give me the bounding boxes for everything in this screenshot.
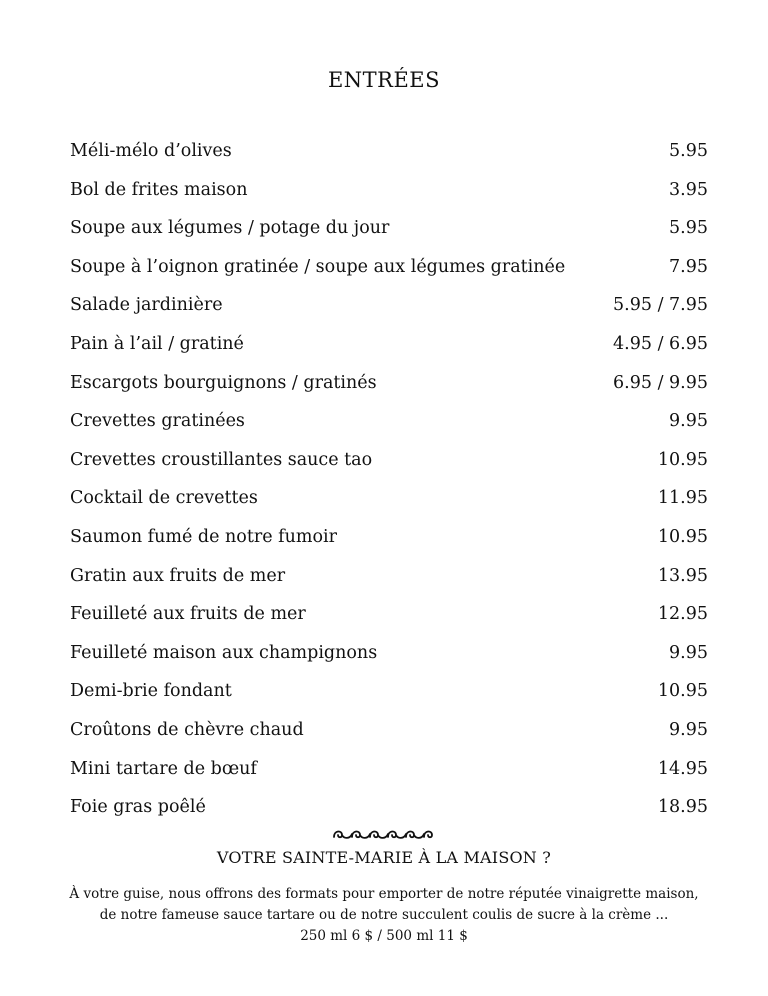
item-price: 6.95 / 9.95	[613, 372, 708, 393]
promo-text	[0, 884, 768, 947]
item-price: 10.95	[657, 449, 708, 470]
item-name: Feuilleté maison aux champignons	[70, 642, 378, 663]
promo-line: À votre guise, nous offrons des formats pour emporter de notre réputée vinaigrette maison,	[69, 886, 699, 902]
menu-item	[70, 402, 708, 441]
item-price: 3.95	[669, 179, 708, 200]
menu-item	[70, 750, 708, 789]
item-price: 7.95	[669, 256, 708, 277]
item-name: Bol de frites maison	[70, 179, 248, 200]
item-name: Mini tartare de bœuf	[70, 758, 257, 779]
menu-item	[70, 248, 708, 287]
item-price: 4.95 / 6.95	[613, 333, 708, 354]
menu-item	[70, 557, 708, 596]
item-name: Crevettes gratinées	[70, 411, 245, 432]
item-price: 9.95	[669, 642, 708, 663]
menu-item	[70, 132, 708, 171]
promo-prices: 250 ml 6 $ / 500 ml 11 $	[300, 928, 468, 944]
menu-item	[70, 479, 708, 518]
item-name: Gratin aux fruits de mer	[70, 565, 286, 586]
item-name: Salade jardinière	[70, 295, 223, 316]
item-price: 10.95	[657, 526, 708, 547]
page-title: ENTRÉES	[327, 68, 441, 92]
item-name: Feuilleté aux fruits de mer	[70, 604, 306, 625]
item-price: 5.95	[669, 141, 708, 161]
item-name: Demi-brie fondant	[70, 681, 232, 702]
item-price: 11.95	[657, 488, 708, 509]
item-price: 13.95	[657, 565, 708, 586]
item-name: Pain à l’ail / gratiné	[70, 333, 244, 354]
menu-item	[70, 788, 708, 827]
menu-item	[70, 364, 708, 403]
menu-item	[70, 595, 708, 634]
promo-title: VOTRE SAINTE-MARIE À LA MAISON ?	[216, 848, 552, 867]
menu-item	[70, 672, 708, 711]
menu-item	[70, 171, 708, 210]
item-name: Soupe à l’oignon gratinée / soupe aux légumes gratinée	[70, 256, 566, 277]
item-name: Méli-mélo d’olives	[70, 141, 232, 161]
item-price: 18.95	[657, 797, 708, 818]
menu-item	[70, 441, 708, 480]
item-name: Escargots bourguignons / gratinés	[70, 372, 377, 393]
item-name: Crevettes croustillantes sauce tao	[70, 449, 373, 470]
promo-line: de notre fameuse sauce tartare ou de notre succulent coulis de sucre à la crème ...	[99, 907, 669, 923]
item-price: 9.95	[669, 411, 708, 432]
item-name: Croûtons de chèvre chaud	[70, 719, 304, 740]
menu-item	[70, 711, 708, 750]
menu-item	[70, 634, 708, 673]
item-price: 14.95	[657, 758, 708, 779]
item-name: Cocktail de crevettes	[70, 488, 258, 509]
item-name: Saumon fumé de notre fumoir	[70, 526, 338, 547]
item-price: 5.95	[669, 218, 708, 239]
menu-item	[70, 325, 708, 364]
item-price: 5.95 / 7.95	[613, 295, 708, 316]
menu-item	[70, 286, 708, 325]
item-price: 9.95	[669, 719, 708, 740]
scroll-ornament-icon	[0, 826, 768, 846]
item-price: 12.95	[657, 604, 708, 625]
menu-item	[70, 518, 708, 557]
item-name: Foie gras poêlé	[70, 797, 206, 818]
menu-list	[70, 132, 708, 827]
item-name: Soupe aux légumes / potage du jour	[70, 218, 390, 239]
menu-item	[70, 209, 708, 248]
item-price: 10.95	[657, 681, 708, 702]
